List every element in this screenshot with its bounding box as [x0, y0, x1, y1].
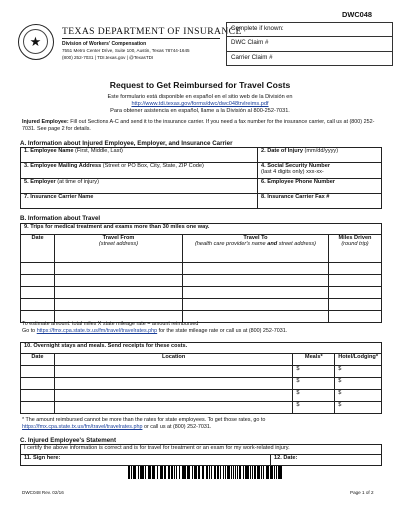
trip-miles-cell[interactable]: [329, 287, 382, 299]
trip-to-cell[interactable]: [183, 287, 329, 299]
stay-date-cell[interactable]: [21, 390, 55, 402]
field-ssn[interactable]: 4. Social Security Number (last 4 digits only) xxx-xx-: [258, 163, 382, 179]
stay-date-cell[interactable]: [21, 402, 55, 414]
field-employee-name[interactable]: 1. Employee Name (First, Middle, Last): [21, 148, 258, 163]
spanish-form-link[interactable]: http://www.tdi.texas.gov/forms/dwc/dwc048trvlreims.pdf: [131, 101, 269, 107]
trip-from-header: Travel From (street address): [55, 235, 183, 263]
table-row: [21, 263, 382, 275]
intro-paragraph: [22, 119, 382, 134]
table-row: [21, 299, 382, 311]
stay-location-cell[interactable]: [54, 390, 292, 402]
stay-meals-cell[interactable]: $: [293, 402, 335, 414]
trip-to-cell[interactable]: [183, 263, 329, 275]
stay-meals-header: Meals*: [293, 354, 335, 366]
stay-date-header: Date: [21, 354, 55, 366]
trip-to-header: Travel To (health care provider's name and street address): [183, 235, 329, 263]
sign-field[interactable]: 11. Sign here:: [21, 455, 271, 466]
table-row: [21, 275, 382, 287]
complete-if-known-label: Complete if known:: [231, 25, 284, 32]
trip-from-cell[interactable]: [55, 263, 183, 275]
spanish-line-3: Para obtener asistencia en español, llame a la División al 800-252-7031.: [110, 108, 290, 114]
section-c-table: [20, 444, 382, 466]
mileage-rate-link[interactable]: https://fmx.cpa.state.tx.us/fm/travel/travelrates.php: [36, 328, 158, 334]
q10-label: 10. Overnight stays and meals. Send receipts for these costs.: [21, 343, 382, 354]
trip-date-header: Date: [21, 235, 55, 263]
stay-date-cell[interactable]: [21, 366, 55, 378]
stay-hotel-cell[interactable]: $: [335, 390, 382, 402]
stay-date-cell[interactable]: [21, 378, 55, 390]
agency-name: TEXAS DEPARTMENT OF INSURANCE: [62, 26, 242, 37]
trip-to-cell[interactable]: [183, 299, 329, 311]
trips-table: [20, 223, 382, 323]
stay-hotel-header: Hotel/Lodging*: [335, 354, 382, 366]
form-revision: DWC048 Rev. 02/16: [22, 490, 64, 495]
dwc-claim-field[interactable]: DWC Claim #: [231, 39, 269, 46]
field-date-of-injury[interactable]: 2. Date of Injury (mm/dd/yyyy): [258, 148, 382, 163]
field-employer[interactable]: 5. Employer (at time of injury): [21, 179, 258, 194]
page-number: Page 1 of 2: [350, 490, 374, 495]
intro-bold: Injured Employee:: [22, 119, 69, 125]
stay-location-cell[interactable]: [54, 366, 292, 378]
stay-location-header: Location: [54, 354, 292, 366]
header-divider: [62, 38, 220, 39]
q9-label: 9. Trips for medical treatment and exams more than 30 miles one way.: [21, 224, 382, 235]
form-title: Request to Get Reimbursed for Travel Costs: [109, 80, 291, 90]
barcode-image: [128, 466, 286, 479]
claim-box: [226, 22, 393, 66]
section-a-table: [20, 147, 382, 209]
state-rates-link[interactable]: https://fmx.cpa.state.tx.us/fm/travel/travelrates.php: [22, 424, 143, 430]
rate-note-line-1: * The amount reimbursed cannot be more than the rates for state employees. To get those rates, go to: [22, 417, 266, 423]
trip-miles-cell[interactable]: [329, 263, 382, 275]
table-row: [21, 366, 382, 378]
agency-address: 7551 Metro Center Drive, Suite 100, Austin, Texas 78744-1645: [62, 48, 190, 53]
stay-meals-cell[interactable]: $: [293, 366, 335, 378]
stay-location-cell[interactable]: [54, 402, 292, 414]
stay-meals-cell[interactable]: $: [293, 390, 335, 402]
trip-from-cell[interactable]: [55, 287, 183, 299]
stay-hotel-cell[interactable]: $: [335, 402, 382, 414]
spanish-line-1: Este formulario está disponible en español en el sitio web de la División en: [107, 94, 293, 100]
trip-miles-cell[interactable]: [329, 299, 382, 311]
texas-seal-logo: [18, 24, 54, 60]
estimate-line: To estimate amount: total miles X state mileage rate = amount reimbursed: [22, 321, 199, 327]
certify-statement: I certify the above information is correct and is for travel for treatment or an exam for my work-related injury.: [21, 445, 382, 455]
section-c-heading: C. Injured Employee's Statement: [20, 437, 117, 444]
carrier-claim-field[interactable]: Carrier Claim #: [231, 54, 273, 61]
stays-table: [20, 342, 382, 414]
stay-meals-cell[interactable]: $: [293, 378, 335, 390]
field-carrier-name[interactable]: 7. Insurance Carrier Name: [21, 194, 258, 209]
form-id: DWC048: [342, 10, 372, 19]
section-b-heading: B. Information about Travel: [20, 215, 101, 222]
table-row: [21, 390, 382, 402]
field-mailing-address[interactable]: 3. Employee Mailing Address (Street or PO Box, City, State, ZIP Code): [21, 163, 258, 179]
section-a-heading: A. Information about Injured Employee, Employer, and Insurance Carrier: [20, 140, 233, 147]
agency-phone: (800) 252-7031 | TDI.texas.gov | @TexasTDI: [62, 55, 154, 60]
stay-hotel-cell[interactable]: $: [335, 366, 382, 378]
table-row: [21, 378, 382, 390]
trip-from-cell[interactable]: [55, 275, 183, 287]
intro-text: Fill out Sections A-C and send it to the insurance carrier. If you need a fax number for the insurance carrier, call us at (800) 252-7031. See page 2 for details.: [22, 119, 375, 133]
trip-miles-header: Miles Driven (round trip): [329, 235, 382, 263]
spanish-link-row: [0, 101, 400, 107]
field-employee-phone[interactable]: 6. Employee Phone Number: [258, 179, 382, 194]
stay-location-cell[interactable]: [54, 378, 292, 390]
trip-date-cell[interactable]: [21, 287, 55, 299]
date-field[interactable]: 12. Date:: [271, 455, 382, 466]
trip-date-cell[interactable]: [21, 263, 55, 275]
trip-miles-cell[interactable]: [329, 275, 382, 287]
trip-date-cell[interactable]: [21, 299, 55, 311]
table-row: [21, 402, 382, 414]
trip-date-cell[interactable]: [21, 275, 55, 287]
table-row: [21, 287, 382, 299]
star-icon: ★: [23, 29, 48, 54]
stay-hotel-cell[interactable]: $: [335, 378, 382, 390]
goto-line: Go to https://fmx.cpa.state.tx.us/fm/travel/travelrates.php for the state mileage rate or call us at (800) 252-7031.: [22, 328, 288, 334]
division-name: Division of Workers' Compensation: [62, 41, 147, 47]
trip-from-cell[interactable]: [55, 299, 183, 311]
trip-to-cell[interactable]: [183, 275, 329, 287]
field-carrier-fax[interactable]: 8. Insurance Carrier Fax #: [258, 194, 382, 209]
rate-note-line-2: https://fmx.cpa.state.tx.us/fm/travel/travelrates.php or call us at (800) 252-7031.: [22, 424, 212, 430]
